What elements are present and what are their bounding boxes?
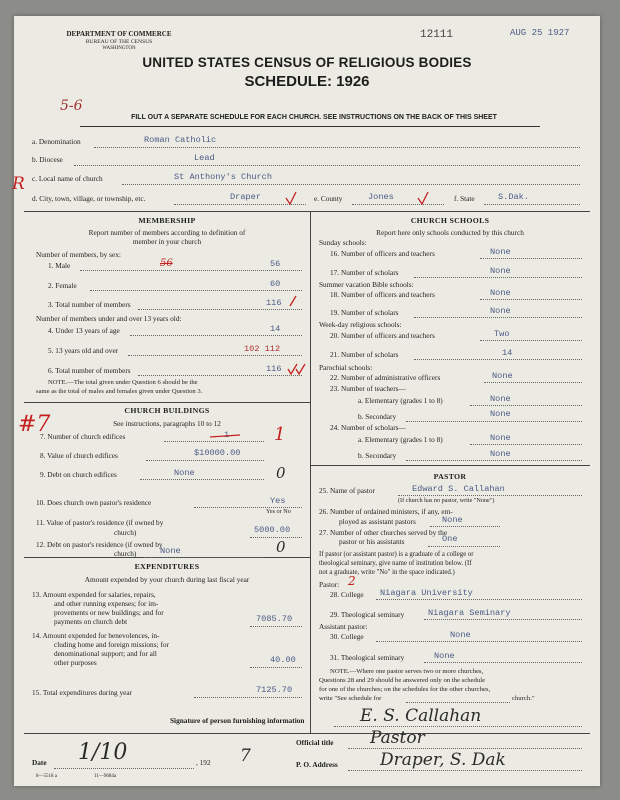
q21-label: 21. Number of scholars [330, 350, 399, 359]
received-date-stamp: AUG 25 1927 [510, 28, 570, 38]
census-schedule-sheet [14, 16, 600, 786]
pastor-note-2: Questions 28 and 29 should be answered only on the schedule [319, 677, 486, 684]
q20-value[interactable]: Two [494, 329, 510, 339]
q29-value[interactable]: Niagara Seminary [428, 608, 511, 618]
q12-label-a: 12. Debt on pastor's residence (if owned by [36, 540, 163, 549]
q12-hand-mark: 0 [276, 538, 286, 556]
q10-sublabel: Yes or No [266, 508, 291, 515]
members-by-sex-label: Number of members, by sex: [36, 250, 121, 259]
q18-value[interactable]: None [490, 288, 511, 298]
official-title-value[interactable]: Pastor [370, 728, 425, 748]
buildings-instructions: See instructions, paragraphs 10 to 12 [113, 419, 221, 428]
q19-label: 19. Number of scholars [330, 308, 399, 317]
bureau-label: BUREAU OF THE CENSUS [85, 39, 153, 45]
margin-r-mark: R [12, 174, 25, 194]
q17-value[interactable]: None [490, 266, 511, 276]
membership-note-2: same as the total of males and females given under Question 3. [36, 388, 203, 395]
q29-label: 29. Theological seminary [330, 610, 405, 619]
q15-label: 15. Total expenditures during year [32, 688, 133, 697]
pastor-note-3: for one of the churches; on the schedules for the other churches, [319, 686, 491, 693]
q24a-value[interactable]: None [490, 433, 511, 443]
county-label: e. County [314, 194, 343, 203]
membership-intro-1: Report number of members according to definition of [88, 228, 246, 237]
q13-line-a: 13. Amount expended for salaries, repairs, [32, 590, 156, 599]
q23-label: 23. Number of teachers— [330, 384, 406, 393]
q27-value[interactable]: One [442, 534, 458, 544]
state-value[interactable]: S.Dak. [498, 192, 529, 202]
department-label: DEPARTMENT OF COMMERCE [66, 30, 172, 38]
q25-value[interactable]: Edward S. Callahan [412, 484, 505, 494]
schools-intro: Report here only schools conducted by this church [376, 228, 524, 237]
q14-line-a: 14. Amount expended for benevolences, in- [32, 631, 160, 640]
q7-value[interactable]: 1 [224, 430, 230, 440]
membership-intro-2: member in your church [132, 237, 202, 246]
po-address-label: P. O. Address [296, 760, 338, 769]
q7-label: 7. Number of church edifices [40, 432, 126, 441]
membership-heading: MEMBERSHIP [138, 216, 196, 225]
q16-value[interactable]: None [490, 247, 511, 257]
year-prefix: , 192 [196, 758, 211, 767]
pastor-sublabel: Pastor: [319, 580, 340, 589]
q27-label-b: pastor or his assistants [339, 537, 405, 546]
denomination-label: a. Denomination [32, 137, 81, 146]
q24b-label: b. Secondary [358, 451, 397, 460]
q1-label: 1. Male [48, 261, 71, 270]
check-mark-q6 [288, 364, 297, 374]
pastor-heading: PASTOR [433, 472, 467, 481]
q24a-label: a. Elementary (grades 1 to 8) [358, 435, 443, 444]
county-value[interactable]: Jones [368, 192, 394, 202]
q24b-value[interactable]: None [490, 449, 511, 459]
q5-value[interactable]: 102 112 [244, 344, 281, 354]
q31-value[interactable]: None [434, 651, 455, 661]
q6-label: 6. Total number of members [48, 366, 131, 375]
handwritten-mark: 5-6 [60, 98, 83, 114]
pastor-instructions-1: If pastor (or assistant pastor) is a graduate of a college or [319, 551, 474, 558]
form-number: 8—5518 a [36, 774, 57, 779]
church-name-label: c. Local name of church [32, 174, 103, 183]
form-title: UNITED STATES CENSUS OF RELIGIOUS BODIES [142, 55, 472, 70]
instructions-line: FILL OUT A SEPARATE SCHEDULE FOR EACH CHURCH. SEE INSTRUCTIONS ON THE BACK OF THIS SHEET [131, 114, 497, 121]
q3-label: 3. Total number of members [48, 300, 131, 309]
q9-value[interactable]: None [174, 468, 195, 478]
q22-label: 22. Number of administrative officers [330, 373, 441, 382]
q30-value[interactable]: None [450, 630, 471, 640]
city-value[interactable]: Draper [230, 192, 261, 202]
q9-hand-mark: 0 [276, 464, 286, 482]
q9-label: 9. Debt on church edifices [40, 470, 117, 479]
expenditures-intro: Amount expended by your church during last fiscal year [84, 575, 250, 584]
q11-label-a: 11. Value of pastor's residence (if owned by [36, 518, 164, 527]
q19-value[interactable]: None [490, 306, 511, 316]
strike-q7 [210, 435, 240, 437]
q13-value[interactable]: 7085.70 [256, 614, 293, 624]
sunday-schools-label: Sunday schools: [319, 238, 367, 247]
q2-value[interactable]: 60 [270, 279, 281, 289]
diocese-label: b. Diocese [32, 155, 63, 164]
red-check-marks [14, 16, 600, 786]
q30-label: 30. College [330, 632, 364, 641]
q7-hand-mark: 1 [274, 424, 286, 445]
city-town-label: d. City, town, village, or township, etc. [32, 194, 146, 203]
diocese-value[interactable]: Lead [194, 153, 215, 163]
q10-label: 10. Does church own pastor's residence [36, 498, 152, 507]
q14-line-b: cluding home and foreign missions; for [54, 640, 169, 649]
pastor-note-1: NOTE.—Where one pastor serves two or more churches, [330, 668, 484, 675]
q28-label: 28. College [330, 590, 364, 599]
denomination-value[interactable]: Roman Catholic [144, 135, 217, 145]
date-label: Date [32, 758, 47, 767]
q14-value[interactable]: 40.00 [270, 655, 296, 665]
year-value[interactable]: 7 [240, 746, 251, 766]
q23a-value[interactable]: None [490, 394, 511, 404]
buildings-heading: CHURCH BUILDINGS [124, 406, 210, 415]
assistant-pastor-label: Assistant pastor: [319, 622, 368, 631]
q12-value[interactable]: None [160, 546, 181, 556]
q12-label-b: church) [114, 549, 137, 558]
pastor-hand-mark: 2 [348, 574, 356, 588]
state-label: f. State [454, 194, 475, 203]
q10-value[interactable]: Yes [270, 496, 286, 506]
q8-value[interactable]: $10000.00 [194, 448, 241, 458]
q25-label: 25. Name of pastor [319, 486, 375, 495]
q14-line-c: denominational support; and for all [54, 649, 157, 658]
church-name-value[interactable]: St Anthony's Church [174, 172, 272, 182]
pastor-note-5: church." [512, 695, 535, 702]
expenditures-heading: EXPENDITURES [134, 562, 200, 571]
check-mark-city [286, 192, 296, 204]
check-mark-q6b [296, 364, 305, 374]
official-title-label: Official title [296, 738, 334, 747]
q4-label: 4. Under 13 years of age [48, 326, 120, 335]
q23a-label: a. Elementary (grades 1 to 8) [358, 396, 443, 405]
q15-value[interactable]: 7125.70 [256, 685, 293, 695]
margin-hand-mark: #7 [18, 412, 51, 437]
q11-value[interactable]: 5000.00 [254, 525, 291, 535]
pastor-instructions-2: theological seminary, give name of institution below. (If [319, 560, 472, 567]
schools-heading: CHURCH SCHOOLS [410, 216, 490, 225]
q16-label: 16. Number of officers and teachers [330, 249, 435, 258]
parochial-schools-label: Parochial schools: [319, 363, 373, 372]
q2-label: 2. Female [48, 281, 77, 290]
po-address-value[interactable]: Draper, S. Dak [380, 750, 506, 770]
check-mark-q3 [290, 296, 296, 306]
q17-label: 17. Number of scholars [330, 268, 399, 277]
q6-value[interactable]: 116 [266, 364, 282, 374]
q3-value[interactable]: 116 [266, 298, 282, 308]
q1-struck-value: 56 [160, 258, 173, 269]
form-number-2: 11—9684a [94, 774, 117, 779]
under-over-label: Number of members under and over 13 years old: [36, 314, 182, 323]
q5-label: 5. 13 years old and over [48, 346, 119, 355]
summer-schools-label: Summer vacation Bible schools: [319, 280, 414, 289]
q20-label: 20. Number of officers and teachers [330, 331, 435, 340]
q31-label: 31. Theological seminary [330, 653, 405, 662]
q1-value[interactable]: 56 [270, 259, 281, 269]
q28-value[interactable]: Niagara University [380, 588, 473, 598]
form-subtitle: SCHEDULE: 1926 [244, 73, 370, 90]
q23b-label: b. Secondary [358, 412, 397, 421]
q22-value[interactable]: None [492, 371, 513, 381]
q26-label-b: ployed as assistant pastors [339, 517, 416, 526]
check-mark-county [418, 192, 428, 204]
q4-value[interactable]: 14 [270, 324, 281, 334]
q13-line-b: and other running expenses; for im- [54, 599, 159, 608]
q26-label-a: 26. Number of ordained ministers, if any, em- [319, 507, 453, 516]
q23b-value[interactable]: None [490, 409, 511, 419]
membership-note-1: NOTE.—The total given under Question 6 should be the [48, 379, 198, 386]
signature-label: Signature of person furnishing information [170, 716, 305, 725]
q25-sublabel: (If church has no pastor, write "None") [398, 497, 495, 504]
pastor-instructions-3: not a graduate, write "No" in the space indicated.) [319, 569, 455, 576]
q24-label: 24. Number of scholars— [330, 423, 406, 432]
q21-value[interactable]: 14 [502, 348, 513, 358]
date-value[interactable]: 1/10 [78, 740, 128, 765]
q13-line-c: provements or new buildings; and for [54, 608, 164, 617]
q18-label: 18. Number of officers and teachers [330, 290, 435, 299]
city-label: WASHINGTON [102, 46, 136, 51]
schedule-number: 12111 [420, 29, 454, 41]
q11-label-b: church) [114, 528, 137, 537]
q8-label: 8. Value of church edifices [40, 451, 118, 460]
signature-value[interactable]: E. S. Callahan [360, 706, 482, 726]
q13-line-d: payments on church debt [54, 617, 128, 626]
q27-label-a: 27. Number of other churches served by the [319, 528, 448, 537]
q26-value[interactable]: None [442, 515, 463, 525]
weekday-schools-label: Week-day religious schools: [319, 320, 402, 329]
q14-line-d: other purposes [54, 658, 97, 667]
pastor-note-4: write "See schedule for [319, 695, 382, 702]
